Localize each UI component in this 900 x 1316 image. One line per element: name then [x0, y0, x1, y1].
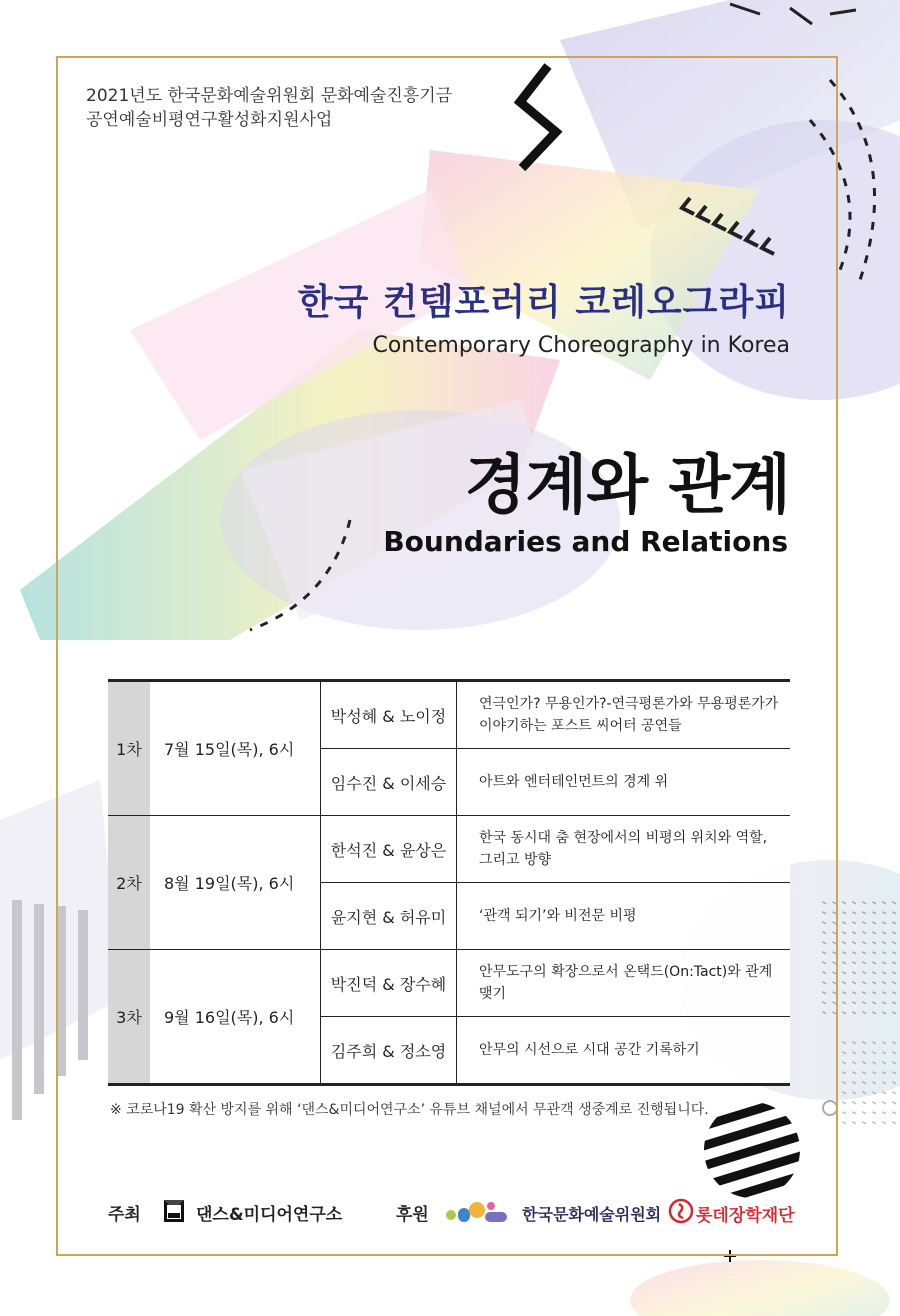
series-title-korean: 한국 컨템포러리 코레오그라피	[297, 282, 790, 323]
round-label: 3차	[108, 950, 150, 1085]
topic-line: ‘관객 되기’와 비전문 비평	[479, 908, 637, 924]
topic-line: 그리고 방향	[479, 852, 552, 868]
theme-title-english: Boundaries and Relations	[383, 525, 788, 558]
speaker-names: 박진덕 & 장수혜	[321, 950, 457, 1017]
lotte-logo-icon	[668, 1198, 694, 1224]
session-topic	[457, 950, 791, 1017]
series-title-english: Contemporary Choreography in Korea	[372, 333, 790, 358]
speaker-names: 박성혜 & 노이정	[321, 681, 457, 749]
speaker-names: 윤지현 & 허유미	[321, 883, 457, 950]
topic-line: 안무의 시선으로 시대 공간 기록하기	[479, 1042, 700, 1058]
topic-line: 안무도구의 확장으로서 온택드(On:Tact)와 관계 맺기	[479, 964, 773, 1002]
speaker-names: 임수진 & 이세승	[321, 749, 457, 816]
arko-dots-logo-icon	[445, 1197, 517, 1227]
session-topic	[457, 749, 791, 816]
table-row	[108, 950, 790, 1017]
broadcast-notice: ※ 코로나19 확산 방지를 위해 ‘댄스&미디어연구소’ 유튜브 채널에서 무관객 생중계로 진행됩니다.	[110, 1102, 709, 1118]
program-note-line1: 2021년도 한국문화예술위원회 문화예술진흥기금	[86, 86, 453, 106]
host-label: 주최	[108, 1205, 141, 1225]
session-topic	[457, 816, 791, 883]
table-row	[108, 816, 790, 883]
speaker-names: 김주희 & 정소영	[321, 1017, 457, 1085]
session-topic	[457, 1017, 791, 1085]
theme-title-korean: 경계와 관계	[464, 449, 790, 523]
session-date: 8월 19일(목), 6시	[150, 816, 321, 950]
program-note-line2: 공연예술비평연구활성화지원사업	[86, 110, 333, 130]
sponsor-lotte-name: 롯데장학재단	[696, 1206, 795, 1226]
session-topic	[457, 883, 791, 950]
topic-line: 이야기하는 포스트 씨어터 공연들	[479, 718, 682, 734]
session-topic	[457, 681, 791, 749]
host-name: 댄스&미디어연구소	[196, 1205, 343, 1225]
speaker-names: 한석진 & 윤상은	[321, 816, 457, 883]
dance-media-logo-icon	[160, 1197, 188, 1225]
session-date: 7월 15일(목), 6시	[150, 681, 321, 816]
round-label: 2차	[108, 816, 150, 950]
sponsor-label: 후원	[396, 1205, 429, 1225]
topic-line: 한국 동시대 춤 현장에서의 비평의 위치와 역할,	[479, 830, 768, 846]
program-sponsor-note	[86, 84, 452, 132]
topic-line: 연극인가? 무용인가?-연극평론가와 무용평론가가	[479, 696, 779, 712]
schedule-table	[108, 679, 790, 1086]
round-label: 1차	[108, 681, 150, 816]
table-row	[108, 681, 790, 749]
sponsor-arko-name: 한국문화예술위원회	[522, 1205, 662, 1224]
session-date: 9월 16일(목), 6시	[150, 950, 321, 1085]
footer-credits	[108, 1197, 808, 1229]
topic-line: 아트와 엔터테인먼트의 경계 위	[479, 774, 669, 790]
